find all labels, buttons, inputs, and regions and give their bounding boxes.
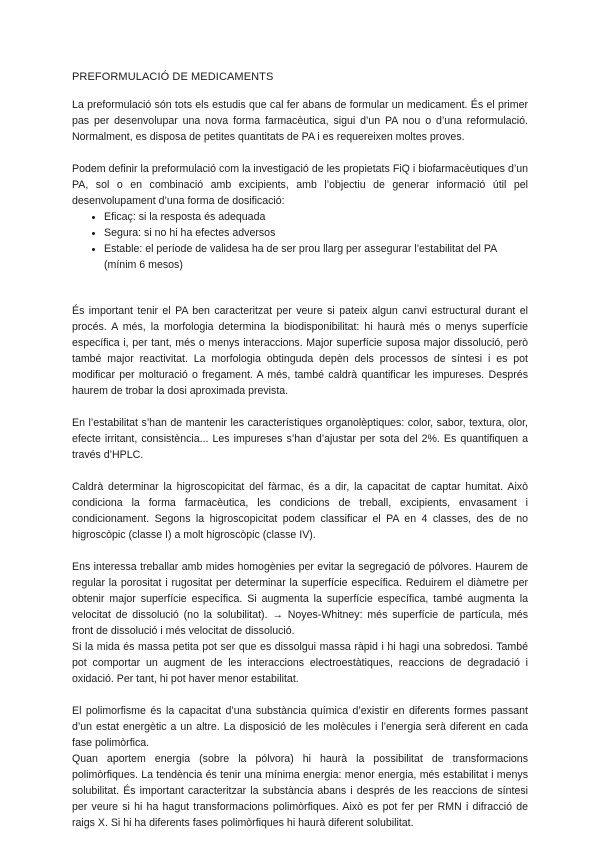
paragraph-stability: En l’estabilitat s’han de mantenir les característiques organolèptiques: color, sabor, textura, olor, efecte irritant, consistència... Les impureses s’han d’ajustar per sota del 2%. Es quantifiquen a través d’HPLC. [72, 417, 528, 461]
list-item: • Segura: si no hi ha efectes adversos [104, 225, 528, 241]
paragraph-definition: Podem definir la preformulació com la investigació de les propietats FiQ i biofarmacèutiques d’un PA, sol o en combinació amb excipients, amb l’objectiu de generar informació útil pel desenvolupament d’una forma de dosificació: [72, 163, 528, 207]
paragraph-characterization: És important tenir el PA ben caracteritzat per veure si pateix algun canvi estructural durant el procés. A més, la morfologia determina la biodisponibilitat: hi haurà més o menys superfície específica i, per tant, més o menys interaccions. Major superfície suposa major dissolució, però també major reactivitat. La morfologia obtinguda depèn dels processos de síntesi i es pot modificar per molturació o fregament. A més, també caldrà quantificar les impureses. Després haurem de trobar la dosi aproximada prevista. [72, 305, 528, 397]
list-item: • Eficaç: si la resposta és adequada [104, 209, 528, 225]
paragraph-polymorphism-energy: Quan aportem energia (sobre la pólvora) hi haurà la possibilitat de transformacions polimòrfiques. La tendència és tenir una mínima energia: menor energia, més estabilitat i menys solubilitat. És important caracteritzar la substància abans i després de les reaccions de síntesi per veure si hi ha hagut transformacions polimòrfiques. Això es pot fer per RMN i difracció de raigs X. Si hi ha diferents fases polimòrfiques hi haurà diferent solubilitat. [72, 753, 528, 829]
paragraph-particle-size: Ens interessa treballar amb mides homogènies per evitar la segregació de pólvores. Haurem de regular la porositat i rugositat per determinar la superfície específica. Reduirem el diàmetre per obtenir major superfície específica. Si augmenta la superfície específica, també augmenta la velocitat de dissolució (no la solubilitat). → Noyes-Whitney: més superfície de partícula, més front de dissolució i més velocitat de dissolució. [72, 561, 528, 637]
paragraph-polymorphism: El polimorfisme és la capacitat d’una substància química d’existir en diferents formes passant d’un estat energètic a un altre. La disposició de les molècules i l’energia serà diferent en cada fase polimòrfica. [72, 705, 528, 749]
paragraph-hygroscopicity: Caldrà determinar la higroscopicitat del fàrmac, és a dir, la capacitat de captar humitat. Això condiciona la forma farmacèutica, les condicions de treball, excipients, envasament i condicionament. Segons la higroscopicitat podem classificar el PA en 4 classes, des de no higroscòpic (classe I) a molt higroscòpic (classe IV). [72, 481, 528, 541]
paragraph-intro: La preformulació són tots els estudis que cal fer abans de formular un medicament. És el primer pas per desenvolupar una nova forma farmacèutica, sigui d’un PA nou o d’una reformulació. Normalment, es disposa de petites quantitats de PA i es requereixen moltes proves. [72, 99, 528, 143]
document-title: PREFORMULACIÓ DE MEDICAMENTS [72, 71, 274, 83]
properties-list [72, 209, 528, 273]
list-item: • Estable: el període de validesa ha de ser prou llarg per assegurar l’estabilitat del PA (mínim 6 mesos) [104, 241, 528, 273]
paragraph-particle-size-risk: Si la mida és massa petita pot ser que es dissolgui massa ràpid i hi hagi una sobredosi. També pot comportar un augment de les interaccions electroestàtiques, reaccions de degradació i oxidació. Per tant, hi pot haver menor estabilitat. [72, 641, 528, 685]
